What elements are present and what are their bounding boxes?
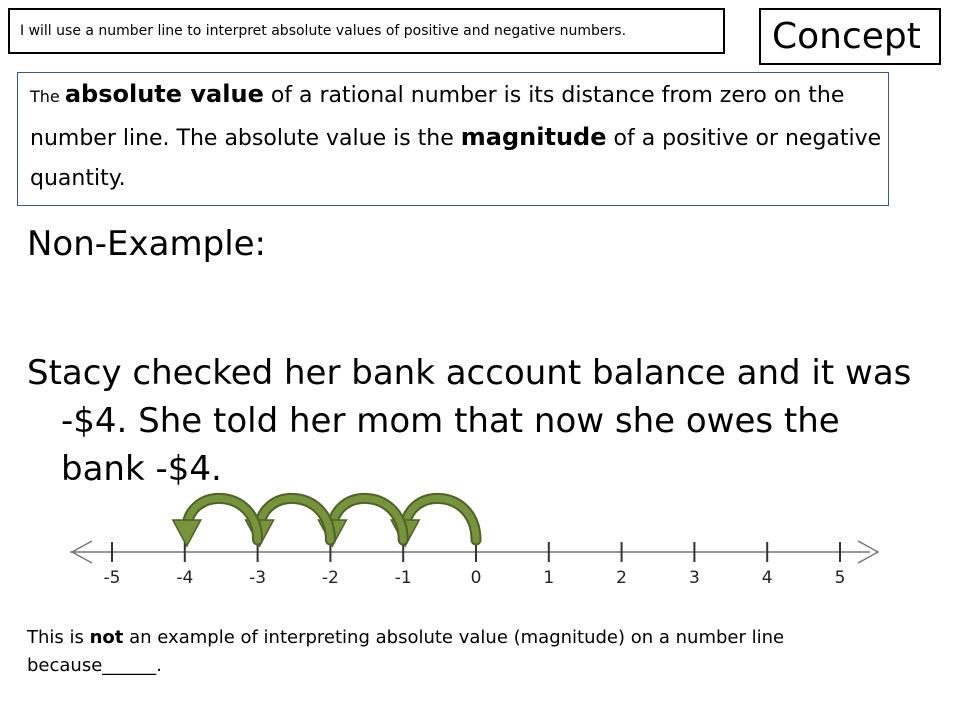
non-example-heading: Non-Example: bbox=[27, 224, 267, 264]
tick-label: 3 bbox=[688, 568, 700, 588]
tick-label: 4 bbox=[761, 568, 773, 588]
term-magnitude: magnitude bbox=[460, 123, 607, 151]
tick-label: 5 bbox=[834, 568, 846, 588]
tick-label: 2 bbox=[616, 568, 628, 588]
story-line: Stacy checked her bank account balance and it was bbox=[27, 353, 912, 393]
term-absolute-value: absolute value bbox=[64, 80, 264, 108]
number-line-labels bbox=[104, 568, 846, 588]
tick-label: 1 bbox=[543, 568, 555, 588]
definition-text: of a positive or negative quantity. bbox=[30, 126, 882, 191]
footer-text: This is bbox=[27, 627, 90, 648]
tick-label: 0 bbox=[470, 568, 482, 588]
definition-text: The bbox=[30, 87, 65, 106]
footer-text: an example of interpreting absolute value (magnitude) on a number line bbox=[123, 627, 785, 648]
jump-arrows bbox=[173, 498, 476, 546]
tick-label: -4 bbox=[176, 568, 194, 588]
tick-label: -3 bbox=[249, 568, 267, 588]
story-line: bank -$4. bbox=[61, 449, 222, 489]
concept-label: Concept bbox=[759, 8, 941, 65]
jump-arrowhead bbox=[173, 520, 201, 546]
learning-objective: I will use a number line to interpret absolute values of positive and negative numbers. bbox=[8, 8, 725, 54]
definition-text: of a rational number is its distance from zero on the number line. The absolute value is the bbox=[30, 83, 845, 151]
footer-prompt bbox=[27, 624, 927, 680]
footer-answer-blank: because______. bbox=[27, 655, 163, 676]
tick-label: -2 bbox=[321, 568, 339, 588]
tick-label: -1 bbox=[394, 568, 412, 588]
story-line: -$4. She told her mom that now she owes the bbox=[61, 401, 840, 441]
tick-label: -5 bbox=[103, 568, 121, 588]
footer-emphasis: not bbox=[89, 627, 124, 648]
